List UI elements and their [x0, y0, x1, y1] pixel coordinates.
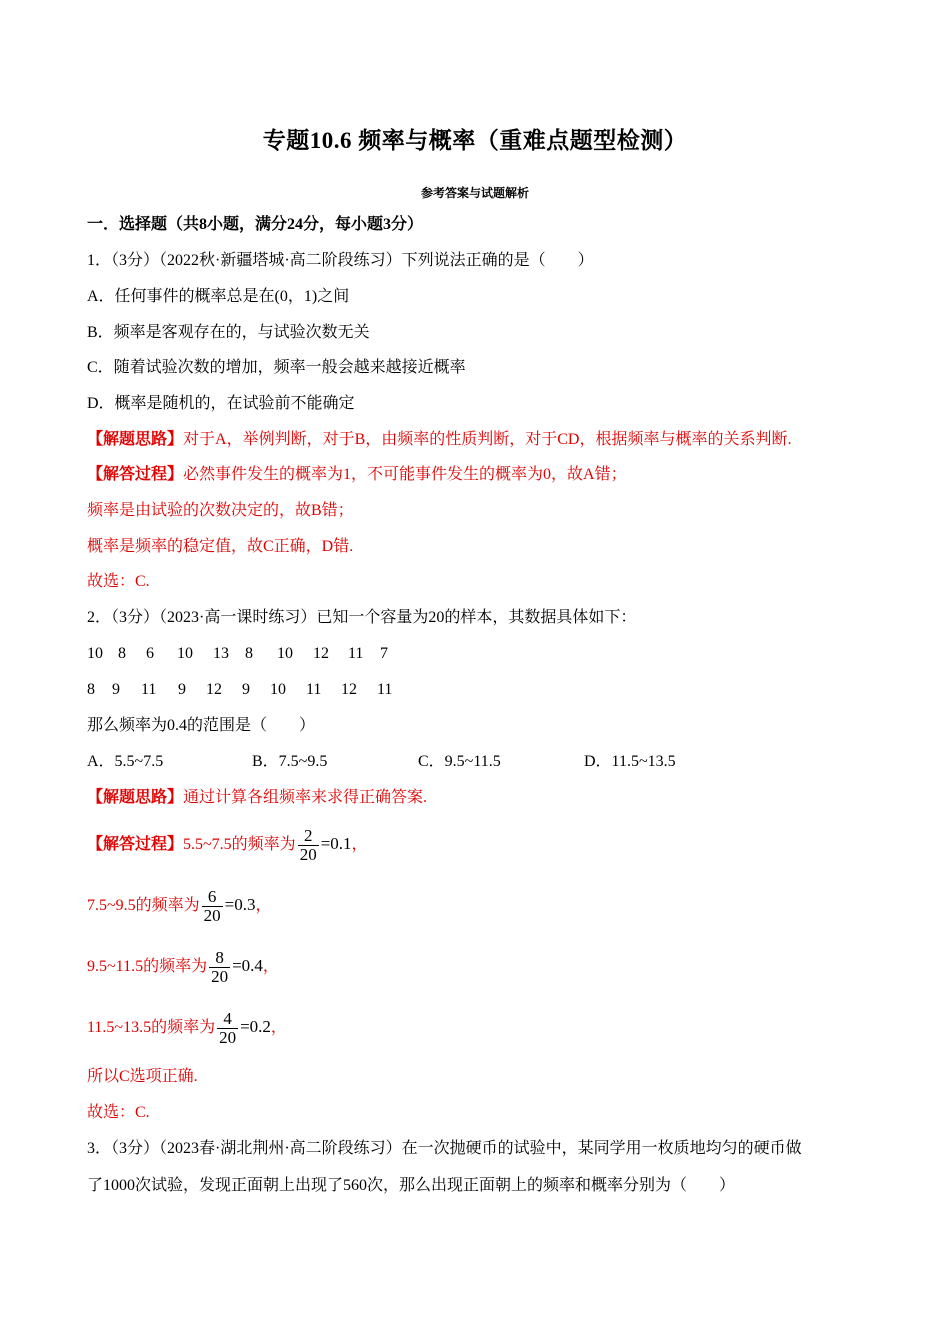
- q1-solution-process: [87, 464, 627, 486]
- q1-stem: 1．（3分）（2022秋·新疆塔城·高二阶段练习）下列说法正确的是（ ）: [87, 252, 594, 269]
- calc-tail: ，: [270, 1019, 287, 1036]
- calc-tail: ，: [262, 958, 279, 975]
- data-value: 7: [380, 645, 388, 662]
- q1-solution-line: 频率是由试验的次数决定的，故B错；: [87, 502, 354, 519]
- q2-calc-1: [87, 822, 368, 867]
- fraction-numerator: 8: [209, 949, 230, 968]
- calc-result: =0.3: [224, 895, 256, 914]
- solution-idea-tag: 【解题思路】: [87, 431, 184, 448]
- q2-calc-3: [87, 944, 279, 989]
- data-value: 8: [118, 645, 126, 662]
- data-value: 9: [178, 681, 186, 698]
- fraction: [217, 1010, 238, 1047]
- data-value: 10: [87, 645, 103, 662]
- q1-option-b: B．频率是客观存在的，与试验次数无关: [87, 324, 370, 341]
- solution-process-text: 必然事件发生的概率为1，不可能事件发生的概率为0，故A错；: [183, 466, 627, 483]
- q2-calc-2: [87, 883, 272, 928]
- q1-option-a: A．任何事件的概率总是在(0，1)之间: [87, 288, 350, 305]
- data-value: 10: [177, 645, 193, 662]
- q1-option-d: D．概率是随机的，在试验前不能确定: [87, 395, 355, 412]
- fraction-numerator: 2: [298, 827, 319, 846]
- calc-result: =0.2: [240, 1017, 271, 1036]
- document-subtitle: 参考答案与试题解析: [420, 186, 529, 200]
- calc-result: =0.1: [320, 834, 352, 853]
- q1-solution-line: 概率是频率的稳定值，故C正确，D错.: [87, 538, 354, 555]
- q2-option-a: A．5.5~7.5: [87, 753, 164, 770]
- document-title: 专题10.6 频率与概率（重难点题型检测）: [262, 128, 688, 153]
- section-heading: 一．选择题（共8小题，满分24分，每小题3分）: [87, 216, 424, 233]
- data-value: 6: [146, 645, 154, 662]
- calc-range: 11.5~13.5的频率为: [87, 1019, 216, 1036]
- q2-solution-idea: [87, 787, 427, 809]
- solution-process-tag: 【解答过程】: [87, 466, 184, 483]
- solution-process-tag: 【解答过程】: [87, 836, 184, 853]
- q2-data-row-1: [87, 643, 388, 665]
- fraction-denominator: 20: [299, 844, 317, 864]
- data-value: 12: [341, 681, 357, 698]
- data-value: 11: [306, 681, 322, 698]
- fraction: [209, 949, 230, 986]
- data-value: 12: [206, 681, 222, 698]
- data-value: 11: [377, 681, 393, 698]
- data-value: 11: [348, 645, 364, 662]
- q3-stem-line-2: 了1000次试验，发现正面朝上出现了560次，那么出现正面朝上的频率和概率分别为（ ）: [87, 1177, 736, 1194]
- data-value: 10: [277, 645, 293, 662]
- q2-data-row-2: [87, 679, 392, 701]
- q2-conclusion: 所以C选项正确.: [87, 1068, 198, 1085]
- q2-calc-4: [87, 1005, 287, 1050]
- q1-option-c: C．随着试验次数的增加，频率一般会越来越接近概率: [87, 359, 466, 376]
- q2-option-c: C．9.5~11.5: [418, 753, 501, 770]
- q2-options: [87, 751, 676, 773]
- solution-idea-text: 对于A，举例判断，对于B，由频率的性质判断，对于CD，根据频率与概率的关系判断.: [183, 431, 792, 448]
- solution-idea-tag: 【解题思路】: [87, 789, 184, 806]
- fraction: [298, 827, 319, 864]
- q3-stem-line-1: 3．（3分）（2023春·湖北荆州·高二阶段练习）在一次抛硬币的试验中，某同学用一枚质地均匀的硬币做: [87, 1140, 802, 1157]
- q2-option-b: B．7.5~9.5: [252, 753, 328, 770]
- calc-tail: ，: [351, 836, 368, 853]
- fraction-numerator: 6: [202, 888, 223, 907]
- q1-solution-idea: [87, 429, 791, 451]
- data-value: 9: [112, 681, 120, 698]
- q1-answer: 故选：C.: [87, 573, 150, 590]
- calc-range: 9.5~11.5的频率为: [87, 958, 208, 975]
- data-value: 12: [313, 645, 329, 662]
- calc-tail: ，: [255, 897, 272, 914]
- data-value: 13: [213, 645, 229, 662]
- q2-option-d: D．11.5~13.5: [584, 753, 676, 770]
- q2-stem: 2．（3分）（2023·高一课时练习）已知一个容量为20的样本，其数据具体如下：: [87, 609, 637, 626]
- calc-range: 5.5~7.5的频率为: [183, 836, 296, 853]
- q2-answer: 故选：C.: [87, 1104, 150, 1121]
- data-value: 9: [242, 681, 250, 698]
- fraction-denominator: 20: [203, 905, 221, 925]
- data-value: 11: [141, 681, 157, 698]
- data-value: 10: [270, 681, 286, 698]
- fraction-denominator: 20: [211, 966, 229, 986]
- solution-idea-text: 通过计算各组频率来求得正确答案.: [183, 789, 428, 806]
- calc-result: =0.4: [232, 956, 263, 975]
- fraction: [202, 888, 223, 925]
- fraction-denominator: 20: [219, 1027, 237, 1047]
- calc-range: 7.5~9.5的频率为: [87, 897, 200, 914]
- data-value: 8: [245, 645, 253, 662]
- q2-ask: 那么频率为0.4的范围是（ ）: [87, 717, 316, 734]
- data-value: 8: [87, 681, 95, 698]
- fraction-numerator: 4: [217, 1010, 238, 1029]
